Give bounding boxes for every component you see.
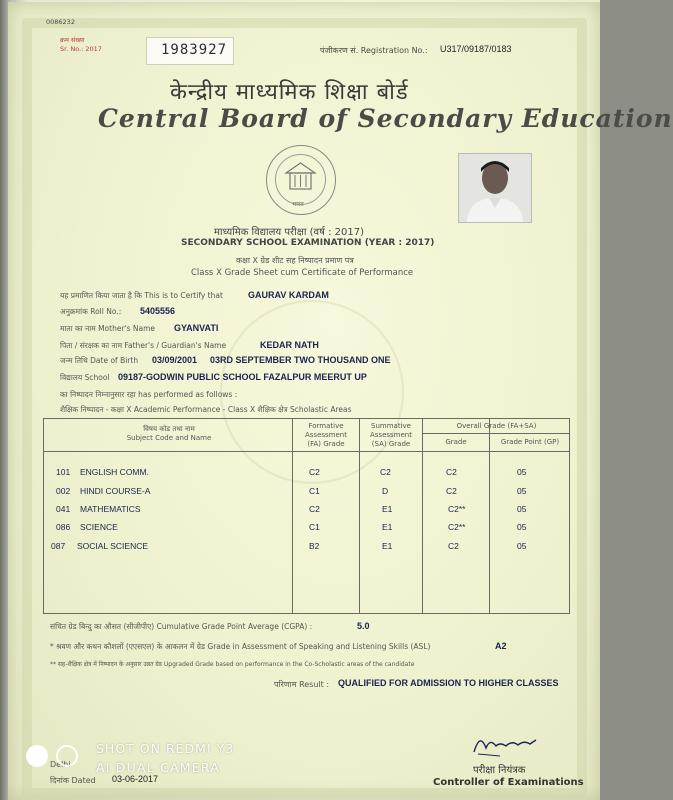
sheet-title-english: Class X Grade Sheet cum Certificate of Performance (191, 268, 414, 278)
subject-name: SOCIAL SCIENCE (77, 541, 149, 551)
serial-label-hindi: क्रम संख्या (60, 36, 85, 44)
emblem-caption: भारत (292, 201, 304, 208)
asl-label: * श्रवण और कथन कौशलों (एएसएल) के आकलन में ग्रेड Grade in Assessment of Speaking and Listening Skills (ASL) (50, 642, 431, 651)
gp-header: Grade Point (GP) (500, 438, 560, 446)
place: Delhi (50, 760, 71, 769)
mother-name: GYANVATI (174, 323, 219, 333)
dated-label: दिनांक Dated (50, 776, 96, 785)
fa-grade: C2 (309, 504, 320, 514)
grade-header: Grade (445, 438, 467, 446)
board-title-hindi: केन्द्रीय माध्यमिक शिक्षा बोर्ड (170, 80, 409, 105)
subject-name: MATHEMATICS (80, 504, 141, 514)
result-label: परिणाम Result : (274, 680, 330, 689)
result-value: QUALIFIED FOR ADMISSION TO HIGHER CLASSES (338, 678, 559, 688)
candidate-photo (458, 153, 532, 223)
performed-label: का निष्पादन निम्नानुसार रहा has performed as follows : (60, 390, 238, 399)
father-name: KEDAR NATH (260, 340, 319, 350)
fa-grade: C1 (309, 486, 320, 496)
subject-code: 101 (56, 467, 71, 477)
subject-code: 041 (56, 504, 71, 514)
temple-icon (276, 155, 325, 204)
asl-grade: A2 (495, 641, 507, 651)
serial-label-eng: Sr. No.: 2017 (60, 45, 102, 53)
controller-title: Controller of Examinations (433, 777, 584, 788)
signature-icon (470, 730, 540, 760)
sa-grade: E1 (382, 541, 393, 551)
grade-point: 05 (517, 541, 527, 551)
subject-name: SCIENCE (80, 522, 118, 532)
camera-dot-outline (56, 745, 78, 767)
exam-title-hindi: माध्यमिक विद्यालय परीक्षा (वर्ष : 2017) (214, 227, 364, 238)
registration-number: U317/09187/0183 (440, 44, 512, 54)
overall-grade: C2 (448, 541, 459, 551)
roll-label: अनुक्रमांक Roll No.: (60, 307, 122, 316)
academic-label: शैक्षिक निष्पादन - कक्षा X Academic Performance - Class X शैक्षिक क्षेत्र Scholastic Areas (60, 405, 352, 414)
emblem-inner-ring (275, 154, 326, 205)
certify-label: यह प्रमाणित किया जाता है कि This is to Certify that (60, 291, 223, 300)
dob-label: जन्म तिथि Date of Birth (60, 356, 139, 365)
person-photo-icon (459, 154, 531, 222)
subject-header: Subject Code and Name (126, 434, 212, 442)
fa-header-1: Formative (308, 422, 344, 430)
sa-grade: C2 (380, 467, 391, 477)
dob-words: 03RD SEPTEMBER TWO THOUSAND ONE (210, 355, 391, 365)
camera-logo-icon (26, 745, 86, 771)
camera-watermark-line2: AI DUAL CAMERA (96, 760, 220, 775)
cgpa-value: 5.0 (357, 621, 370, 631)
grades-table (43, 418, 570, 614)
camera-watermark-line1: SHOT ON REDMI Y3 (96, 741, 235, 756)
fa-header-2: Assessment (305, 431, 347, 439)
overall-grade: C2 (446, 467, 457, 477)
fa-grade: C2 (309, 467, 320, 477)
serial-number: 1983927 (161, 42, 228, 58)
grade-point: 05 (517, 504, 527, 514)
fa-grade: B2 (309, 541, 320, 551)
dated-value: 03-06-2017 (112, 774, 159, 784)
school-name: 09187-GODWIN PUBLIC SCHOOL FAZALPUR MEERUT UP (118, 372, 367, 382)
grade-point: 05 (517, 486, 527, 496)
fa-header-3: (FA) Grade (307, 440, 345, 448)
overall-grade: C2** (448, 522, 466, 532)
controller-title-hindi: परीक्षा नियंत्रक (473, 765, 526, 776)
document-code: 0086232 (46, 18, 75, 26)
sa-grade: E1 (382, 522, 393, 532)
camera-dot-filled (26, 745, 48, 767)
grade-point: 05 (517, 522, 527, 532)
subject-name: HINDI COURSE-A (80, 486, 151, 496)
grade-point: 05 (517, 467, 527, 477)
fa-grade: C1 (309, 522, 320, 532)
sa-grade: D (382, 486, 389, 496)
subject-code: 086 (56, 522, 71, 532)
board-title-english: Central Board of Secondary Education (98, 104, 673, 133)
roll-number: 5405556 (140, 306, 176, 316)
subject-header-hindi: विषय कोड तथा नाम (143, 425, 195, 433)
candidate-name: GAURAV KARDAM (248, 290, 329, 300)
subject-code: 002 (56, 486, 71, 496)
serial-number-box (146, 37, 234, 65)
mother-label: माता का नाम Mother's Name (60, 324, 156, 333)
cgpa-label: संचित ग्रेड बिन्दु का औसत (सीजीपीए) Cumulative Grade Point Average (CGPA) : (50, 622, 313, 631)
overall-grade: C2 (446, 486, 457, 496)
subject-code: 087 (51, 541, 66, 551)
exam-title-english: SECONDARY SCHOOL EXAMINATION (YEAR : 2017) (181, 238, 435, 248)
dob-value: 03/09/2001 (152, 355, 198, 365)
sa-header-3: (SA) Grade (371, 440, 411, 448)
sheet-title-hindi: कक्षा X ग्रेड शीट सह निष्पादन प्रमाण पत्र (236, 256, 354, 265)
cbse-emblem-icon (266, 145, 336, 215)
overall-grade: C2** (448, 504, 466, 514)
sa-header-2: Assessment (370, 431, 412, 439)
school-label: विद्यालय School (60, 373, 110, 382)
overall-header: Overall Grade (FA+SA) (456, 422, 537, 430)
subject-name: ENGLISH COMM. (80, 467, 149, 477)
registration-label: पंजीकरण सं. Registration No.: (320, 46, 428, 55)
upgrade-note: ** सह-शैक्षिक क्षेत्र में निष्पादन के अनुसार उन्नत ग्रेड Upgraded Grade based on performance in the Co-Scholastic areas of the candidate (50, 661, 415, 668)
father-label: पिता / संरक्षक का नाम Father's / Guardian's Name (60, 341, 227, 350)
sa-grade: E1 (382, 504, 393, 514)
sa-header-1: Summative (371, 422, 411, 430)
